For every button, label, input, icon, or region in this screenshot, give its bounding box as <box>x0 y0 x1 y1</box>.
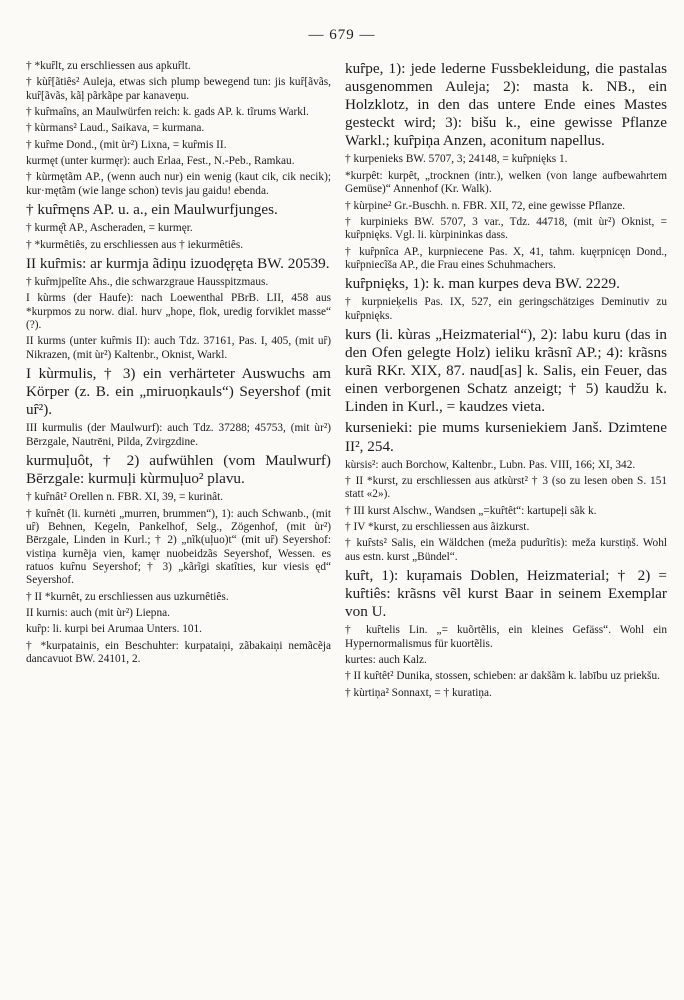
dictionary-entry: kurmuļuôt, † 2) aufwühlen (vom Maulwurf) Bērzgale: kurmuļi kùrmuļuo² plavu. <box>26 452 331 488</box>
dictionary-entry: † kùrpine² Gr.-Buschh. n. FBR. XII, 72, eine gewisse Pflanze. <box>345 199 626 212</box>
dictionary-entry: kuȓpe, 1): jede lederne Fussbekleidung, die pastalas ausgenommen Auleja; 2): masta k. NB., ein Holzklotz, in den das untere Ende eines Mastes gesteckt wird; 3): bišu k., eine gewisse Pflanze Warkl.; kuȓpiņa Anzen, aconitum napellus. <box>345 60 667 150</box>
dictionary-entry: kuȓpnięks, 1): k. man kurpes deva BW. 2229. <box>345 275 620 293</box>
dictionary-entry: † *kuȓlt, zu erschliessen aus apkuȓlt. <box>26 60 191 72</box>
dictionary-entry: II kurnis: auch (mit ùr²) Liepna. <box>26 606 170 619</box>
dictionary-entry: † kuȓmjpelîte Ahs., die schwarzgraue Hausspitzmaus. <box>26 275 269 288</box>
dictionary-entry: kùrsis²: auch Borchow, Kaltenbr., Lubn. Pas. VIII, 166; XI, 342. <box>345 458 636 471</box>
dictionary-entry: † kùrmans² Laud., Saikava, = kurmana. <box>26 122 205 135</box>
dictionary-entry: kursenieki: pie mums kurseniekiem Janš. Dzimtene II², 254. <box>345 419 667 455</box>
dictionary-entry: † II *kurst, zu erschliessen aus atkùrst² † 3 (so zu lesen oben S. 151 statt «2»). <box>345 475 667 501</box>
dictionary-entry: † kùȓ[ãtiês² Auleja, etwas sich plump bewegend tun: jis kuȓ[ãvãs, kuȓ[ãvãs, kãļ pãrkãpe par kanaveņu. <box>26 76 331 102</box>
dictionary-entry: † kuȓnât² Orellen n. FBR. XI, 39, = kurinât. <box>26 491 224 504</box>
dictionary-entry: † kuȓpnîca AP., kurpniecene Pas. X, 41, tahm. kuęrpnicęn Dond., kuȓpniecĩša AP., die Frau eines Schuhmachers. <box>345 245 667 271</box>
dictionary-entry: † kuȓmaîns, an Maulwürfen reich: k. gads AP. k. tĩrums Warkl. <box>26 106 309 119</box>
dictionary-entry: kurmęt (unter kurmęr): auch Erlaa, Fest., N.-Peb., Ramkau. <box>26 155 295 168</box>
dictionary-entry: † kùrtiņa² Sonnaxt, = † kuratiņa. <box>345 686 492 699</box>
dictionary-entry: † *kurmêtiês, zu erschliessen aus † iekurmêtiês. <box>26 238 244 251</box>
dictionary-entry: II kuȓmis: ar kurmja ãdiņu izuodęŗęta BW. 20539. <box>26 254 330 272</box>
dictionary-entry: † kuȓnêt (li. kurnėti „murren, brummen“), 1): auch Schwanb., (mit uȓ) Behnen, Kegeln, Pankelhof, Selg., Zögenhof, (mit ùr²) Bērzgale, Linden in Kurl.; † 2) „nĩk(uļuo)t“ (mit uȓ) Seyershof: vistiņa kurnẽja vien, kamęr nuobeidzãs Seyershof, Wessen. es ratuos kuȓnu Seyershof; † 3) „kãrĩgi skatîties, kur viesis ęd“ Seyershof. <box>26 507 331 587</box>
dictionary-entry: † kuȓsts² Salis, ein Wäldchen (meža pudurĩtis): meža kurstiņš. Wohl aus estn. kurst „Bündel“. <box>345 537 667 563</box>
dictionary-entry: kurtes: auch Kalz. <box>345 654 427 667</box>
dictionary-entry: I kùrmulis, † 3) ein verhärteter Auswuchs am Körper (z. B. ein „miruoņkauls“) Seyershof (mit uȓ²). <box>26 365 331 419</box>
left-column <box>26 60 331 666</box>
dictionary-entry: kuȓt, 1): kuŗamais Doblen, Heizmaterial; † 2) = kuȓtiês: krãsns vẽl kurst Baar in seinem Exemplar von U. <box>345 567 667 621</box>
dictionary-entry: † *kurpatainis, ein Beschuhter: kurpataiņi, zãbakaiņi nemãcẽja dancavuot BW. 24101, 2. <box>26 639 331 665</box>
dictionary-entry: † kurpenieks BW. 5707, 3; 24148, = kuȓpnięks 1. <box>345 153 568 166</box>
dictionary-entry: III kurmulis (der Maulwurf): auch Tdz. 37288; 45753, (mit ùr²) Bērzgale, Nautrēni, Pilda, Zvirgzdine. <box>26 422 331 448</box>
dictionary-entry: † kuȓmęns AP. u. a., ein Maulwurfjunges. <box>26 201 278 219</box>
dictionary-entry: † IV *kurst, zu erschliessen aus ãizkurst. <box>345 521 530 534</box>
dictionary-entry: † III kurst Alschw., Wandsen „=kuȓtêt“: kartupeļi sãk k. <box>345 504 597 517</box>
dictionary-entry: † kùrmętãm AP., (wenn auch nur) ein wenig (kaut cik, cik necik); kur·mętãm (wie lange schon) tevis jau gaidu! ebenda. <box>26 171 331 197</box>
dictionary-entry: † II kuȓtêt² Dunika, stossen, schieben: ar dakšãm k. labību uz priekšu. <box>345 670 660 683</box>
dictionary-entry: II kurms (unter kuȓmis II): auch Tdz. 37161, Pas. I, 405, (mit uȓ) Nikrazen, (mit ùr²) Kaltenbr., Oknist, Warkl. <box>26 335 331 361</box>
dictionary-entry: † kurmę̂t AP., Ascheraden, = kurmęr. <box>26 222 193 235</box>
dictionary-entry: † kurpinieks BW. 5707, 3 var., Tdz. 44718, (mit ùr²) Oknist, = kuȓpnięks. Vgl. li. kùrpininkas dass. <box>345 215 667 242</box>
dictionary-entry: I kùrms (der Haufe): nach Loewenthal PBrB. LII, 458 aus *kurpmos zu norw. dial. hurv „hope, flok, uredig forviklet masse“ (?). <box>26 292 331 331</box>
dictionary-entry: † kuȓme Dond., (mit ùr²) Lixna, = kuȓmis II. <box>26 138 227 151</box>
dictionary-entry: † II *kurnêt, zu erschliessen aus uzkurnêtiês. <box>26 590 229 603</box>
dictionary-entry: † kurpnieķelis Pas. IX, 527, ein geringschätziges Deminutiv zu kuȓpnięks. <box>345 296 667 322</box>
dictionary-entry: kurs (li. kùras „Heizmaterial“), 2): labu kuru (das in den Ofen gelegte Holz) ieliku krãsnĩ AP.; 4): krãsns kurã RKr. XIX, 87. naud[as] k. Salis, ein Feuer, das einen verborgenen Schatz anzeigt; † 5) kaudžu k. Linden in Kurl., = kaudzes vieta. <box>345 326 667 416</box>
dictionary-entry: kuȓp: li. kurpi bei Arumaa Unters. 101. <box>26 623 203 636</box>
page-number: — 679 — <box>308 27 376 43</box>
dictionary-entry: *kurpêt: kurpêt, „trocknen (intr.), welken (von lange aufbewahrtem Gemüse)“ Annenhof (Kr. Walk). <box>345 169 667 196</box>
right-column <box>345 60 667 700</box>
dictionary-entry: † kuȓtelis Lin. „= kuõrtẽlis, ein kleines Gefäss“. Wohl ein Hypernormalismus für kuortẽlis. <box>345 624 667 650</box>
